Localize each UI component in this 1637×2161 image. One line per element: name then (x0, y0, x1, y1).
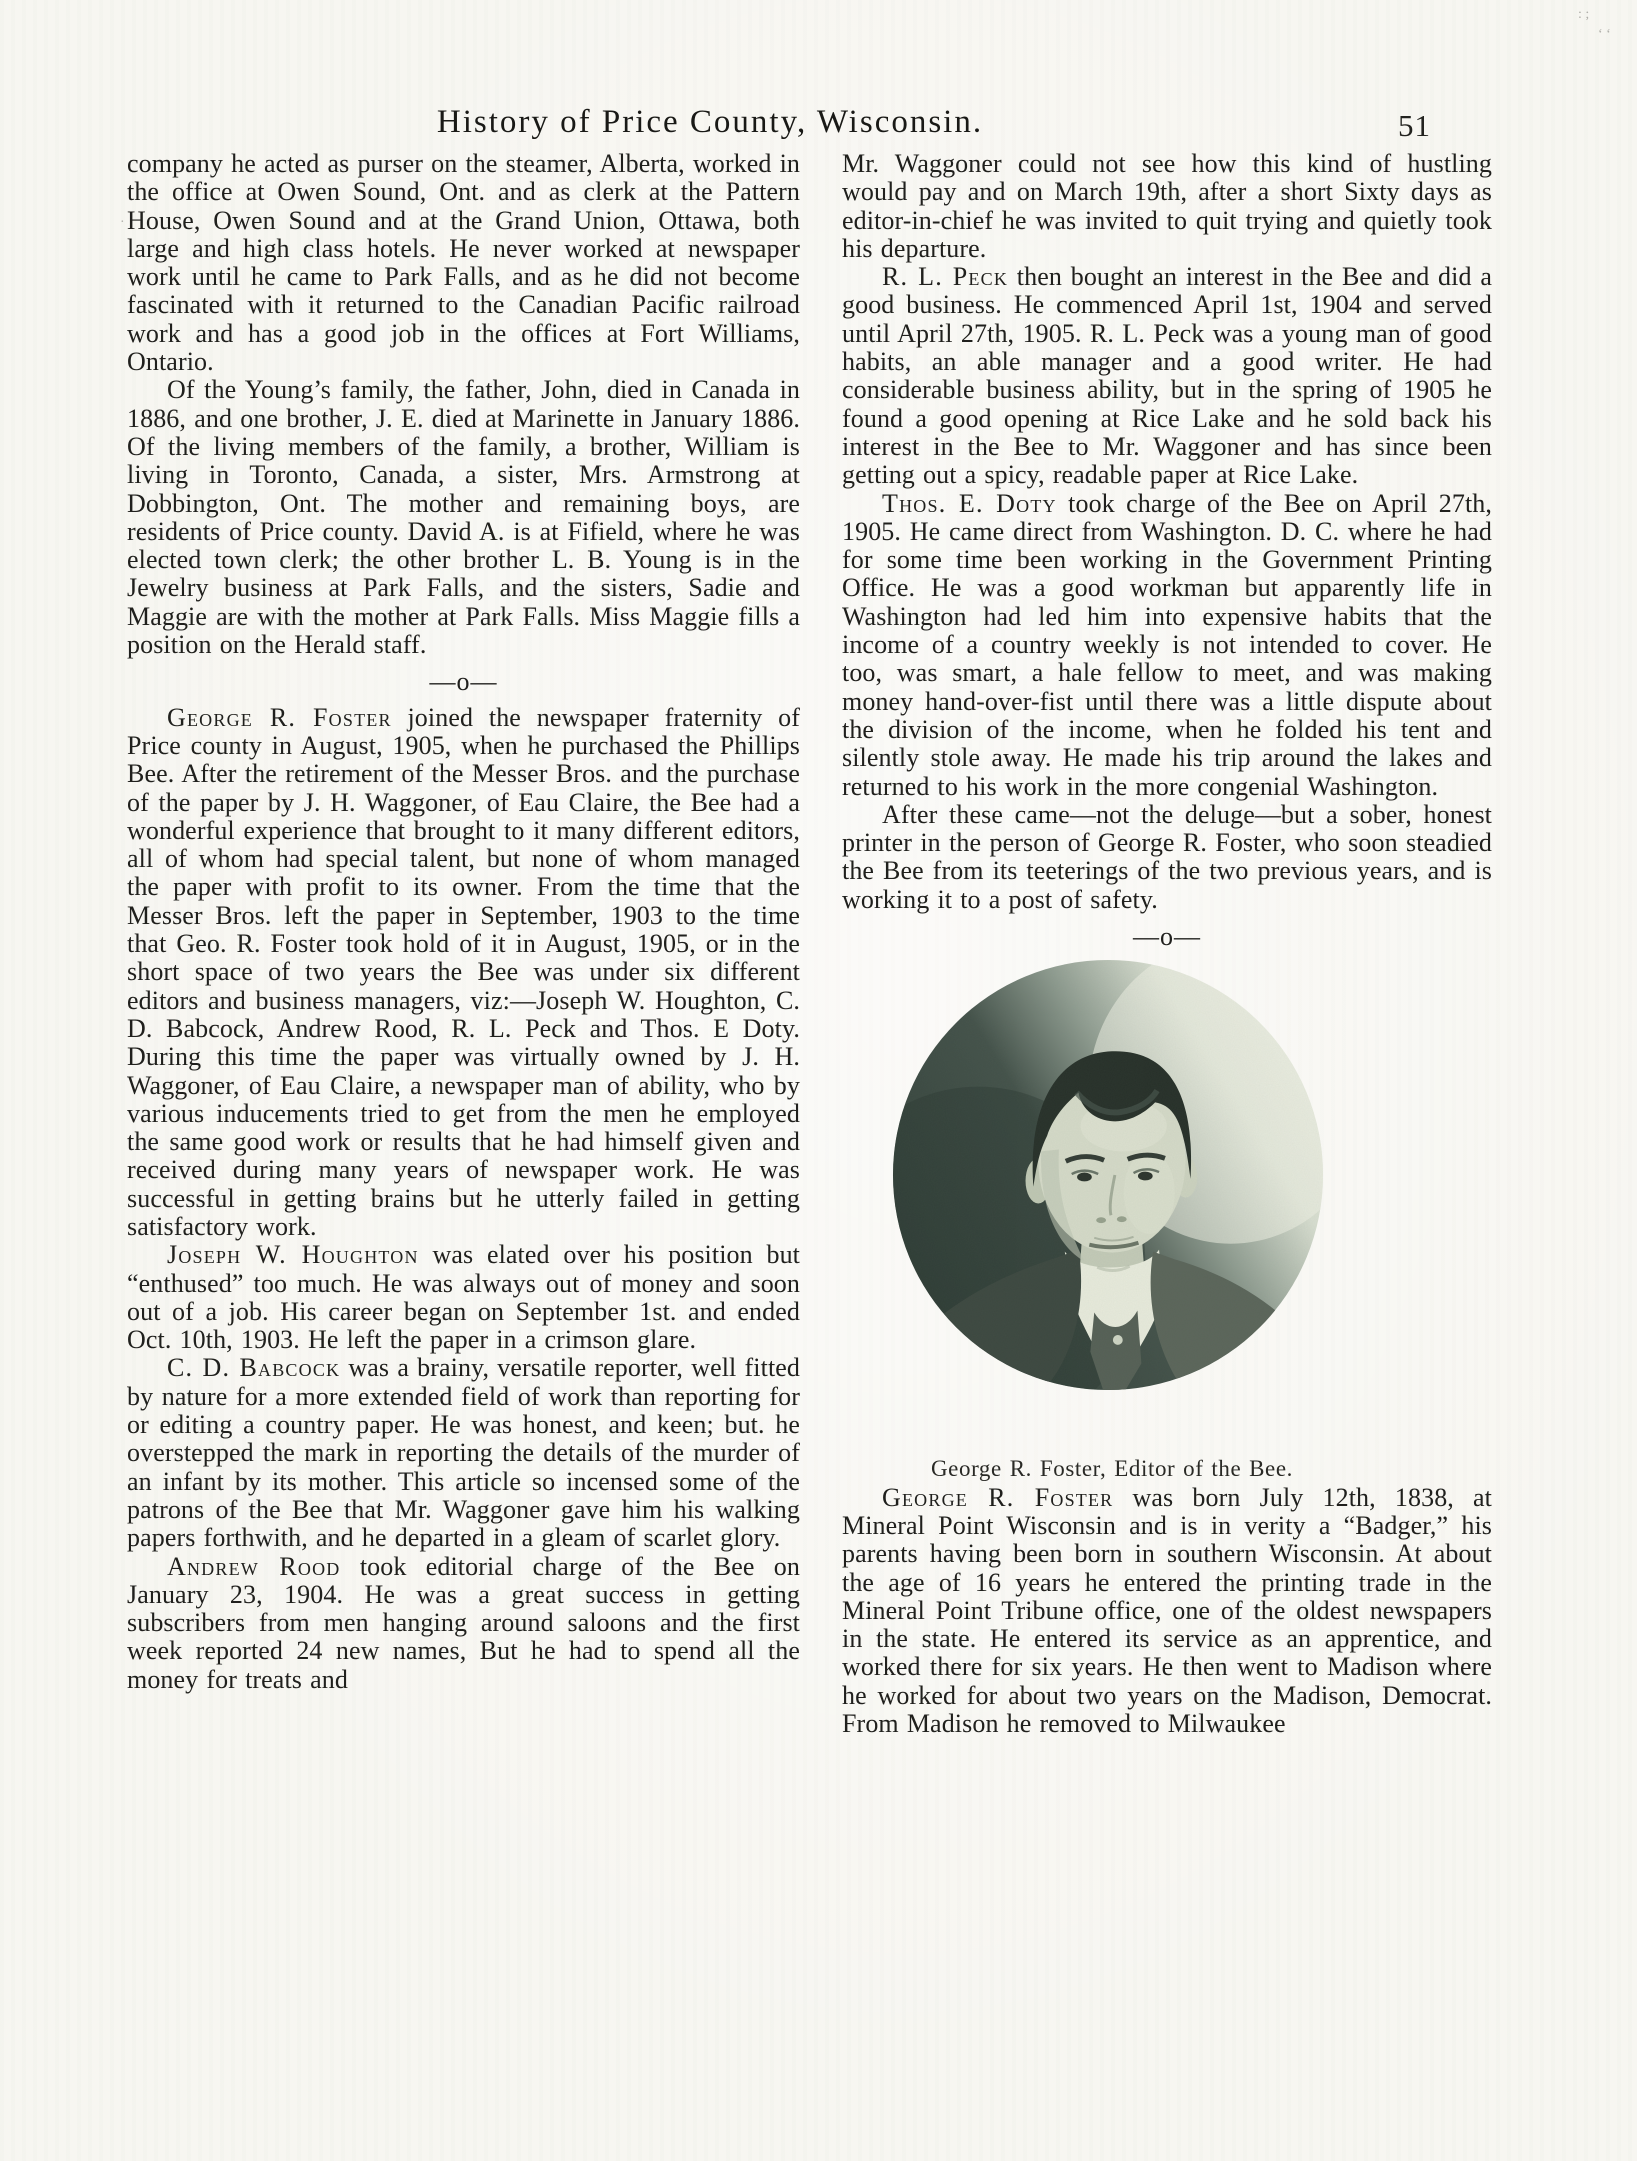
person-name-lead: Andrew Rood (167, 1551, 341, 1581)
person-name-lead: George R. Foster (167, 702, 392, 732)
scan-artifact: · (120, 215, 125, 230)
paragraph-text: then bought an interest in the Bee and did a good business. He commenced April 1st, 1904 and served until April 27th, 1905. R. L. Peck was a young man of good habits, an able manager and a good writer. He had considerable business ability, but in the spring of 1905 he found a good opening at Rice Lake and he sold back his interest in the Bee to Mr. Waggoner and has since been getting out a spicy, readable paper at Rice Lake. (842, 262, 1492, 490)
paragraph (127, 704, 800, 1242)
person-name-lead: Joseph W. Houghton (167, 1240, 419, 1270)
right-column (842, 150, 1492, 1738)
paragraph (127, 1241, 800, 1354)
scan-artifact: ‘ ‘ (1598, 27, 1611, 42)
person-name-lead: George R. Foster (882, 1482, 1114, 1512)
section-separator: —o— (429, 667, 498, 697)
page-number: 51 (1398, 108, 1431, 143)
portrait-photo-image (892, 959, 1324, 1391)
portrait-caption: George R. Foster, Editor of the Bee. (930, 1456, 1294, 1482)
left-column (127, 150, 800, 1694)
paragraph: Of the Young’s family, the father, John, died in Canada in 1886, and one brother, J. E. died at Marinette in January 1886. Of the living members of the family, a brother, William is living in Toronto, Canada, a sister, Mrs. Armstrong at Dobbington, Ont. The mother and remaining boys, are residents of Price county. David A. is at Fifield, where he was elected town clerk; the other brother L. B. Young is in the Jewelry business at Park Falls, and the sisters, Sadie and Maggie are with the mother at Park Falls. Miss Maggie fills a position on the Herald staff. (127, 375, 800, 660)
paragraph: company he acted as purser on the steamer, Alberta, worked in the office at Owen Sound, Ont. and as clerk at the Pattern House, Owen Sound and at the Grand Union, Ottawa, both large and high class hotels. He never worked at newspaper work until he came to Park Falls, and as he did not become fascinated with it returned to the Canadian Pacific railroad work and has a good job in the offices at Fort Williams, Ontario. (127, 149, 800, 377)
paragraph (127, 1553, 800, 1694)
paragraph-text: was elated over his position but “enthused” too much. He was always out of money and soon out of a job. His career began on September 1st. and ended Oct. 10th, 1903. He left the paper in a crimson glare. (127, 1240, 801, 1355)
portrait-photo (892, 959, 1324, 1391)
section-separator: —o— (1133, 922, 1201, 952)
scan-artifact: : ; (1578, 7, 1590, 22)
person-name-lead: Thos. E. Doty (882, 488, 1057, 518)
paragraph: Mr. Waggoner could not see how this kind of hustling would pay and on March 19th, after a short Sixty days as editor-in-chief he was invited to quit trying and quietly took his departure. (842, 149, 1492, 263)
paragraph (842, 490, 1492, 801)
person-name-lead: R. L. Peck (882, 262, 1009, 292)
paragraph-text: was born July 12th, 1838, at Mineral Point Wisconsin and is in verity a “Badger,” his parents having been born in southern Wisconsin. At about the age of 16 years he entered the printing trade in the Mineral Point Tribune office, one of the oldest newspapers in the state. He entered its service as an apprentice, and worked there for six years. He then went to Madison where he worked for about two years on the Madison, Democrat. From Madison he removed to Milwaukee (842, 1482, 1493, 1738)
paragraph-text: was a brainy, versatile reporter, well fitted by nature for a more extended field of work than reporting for or editing a country paper. He was honest, and keen; but. he overstepped the mark in reporting the details of the murder of an infant by its mother. This article so incensed some of the patrons of the Bee that Mr. Waggoner gave him his walking papers forthwith, and he departed in a gleam of scarlet glory. (127, 1353, 801, 1553)
paragraph: After these came—not the deluge—but a sober, honest printer in the person of George R. Foster, who soon steadied the Bee from its teeterings of the two previous years, and is working it to a post of safety. (842, 799, 1492, 914)
person-name-lead: C. D. Babcock (167, 1353, 341, 1383)
paragraph-text: joined the newspaper fraternity of Price county in August, 1905, when he purchased the Phillips Bee. After the retirement of the Messer Bros. and the purchase of the paper by J. H. Waggoner, of Eau Claire, the Bee had a wonderful experience that brought to it many different editors, all of whom had special talent, but none of whom managed the paper with profit to its owner. From the time that the Messer Bros. left the paper in September, 1903 to the time that Geo. R. Foster took hold of it in August, 1905, or in the short space of two years the Bee was under six different editors and business managers, viz:—Joseph W. Houghton, C. D. Babcock, Andrew Rood, R. L. Peck and Thos. E Doty. During this time the paper was virtually owned by J. H. Waggoner, of Eau Claire, a newspaper man of ability, who by various inducements tried to get from the men he employed the same good work or results that he had himself given and received during many years of newspaper work. He was successful in getting brains but he utterly failed in getting satisfactory work. (127, 702, 800, 1241)
paragraph (842, 263, 1492, 489)
paragraph (127, 1354, 800, 1552)
portrait-figure (842, 959, 1382, 1483)
paragraph-text: took editorial charge of the Bee on January 23, 1904. He was a great success in getting subscribers from men hanging around saloons and the first week reported 24 new names, But he had to spend all the money for treats and (127, 1551, 801, 1694)
page-header-title: History of Price County, Wisconsin. (436, 104, 984, 140)
paragraph-text: took charge of the Bee on April 27th, 1905. He came direct from Washington. D. C. where he had for some time been working in the Government Printing Office. He was a good workman but apparently life in Washington had led him into expensive habits that the income of a country weekly is not intended to cover. He too, was smart, a hale fellow to meet, and was making money hand-over-fist until there was a little dispute about the division of the income, when he folded his tent and silently stole away. He made his trip around the lakes and returned to his work in the more congenial Washington. (842, 488, 1492, 801)
paragraph (842, 1484, 1492, 1739)
